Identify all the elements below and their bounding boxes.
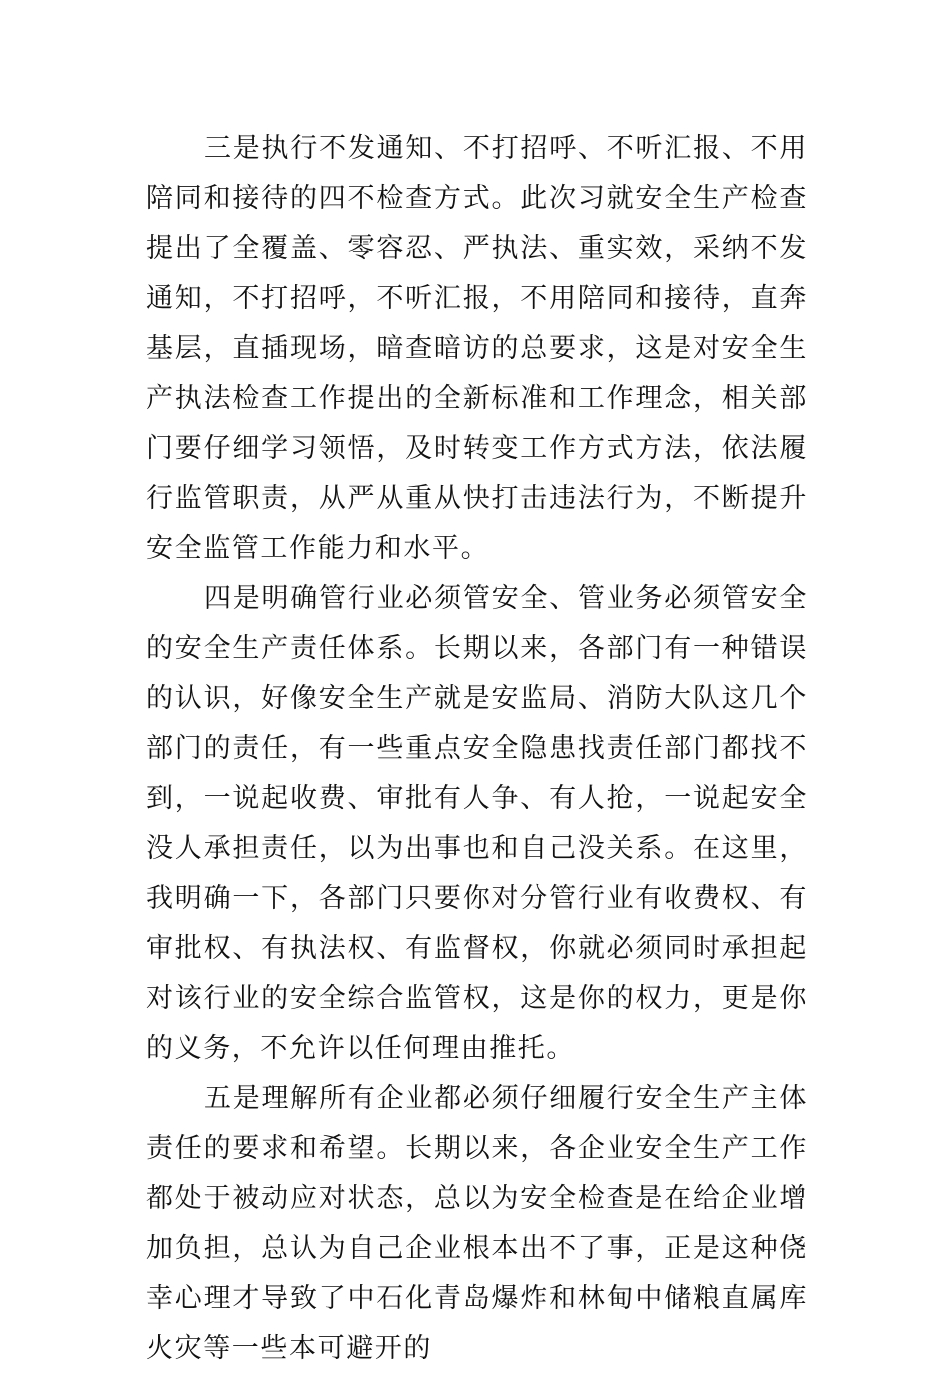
paragraph-five: 五是理解所有企业都必须仔细履行安全生产主体责任的要求和希望。长期以来，各企业安全生产工作都处于被动应对状态，总以为安全检查是在给企业增加负担，总认为自己企业根本出不了事，正是这种侥幸心理才导致了中石化青岛爆炸和林甸中储粮直属库火灾等一些本可避开的: [146, 1083, 808, 1364]
paragraph-four: 四是明确管行业必须管安全、管业务必须管安全的安全生产责任体系。长期以来，各部门有一种错误的认识，好像安全生产就是安监局、消防大队这几个部门的责任，有一些重点安全隐患找责任部门都找不到，一说起收费、审批有人争、有人抢，一说起安全没人承担责任，以为出事也和自己没关系。在这里，我明确一下，各部门只要你对分管行业有收费权、有审批权、有执法权、有监督权，你就必须同时承担起对该行业的安全综合监管权，这是你的权力，更是你的义务，不允许以任何理由推托。: [146, 583, 808, 1064]
document-body: [146, 124, 808, 1374]
paragraph-three: 三是执行不发通知、不打招呼、不听汇报、不用陪同和接待的四不检查方式。此次习就安全生产检查提出了全覆盖、零容忍、严执法、重实效，采纳不发通知，不打招呼，不听汇报，不用陪同和接待，直奔基层，直插现场，暗查暗访的总要求，这是对安全生产执法检查工作提出的全新标准和工作理念，相关部门要仔细学习领悟，及时转变工作方式方法，依法履行监管职责，从严从重从快打击违法行为，不断提升安全监管工作能力和水平。: [146, 133, 808, 564]
